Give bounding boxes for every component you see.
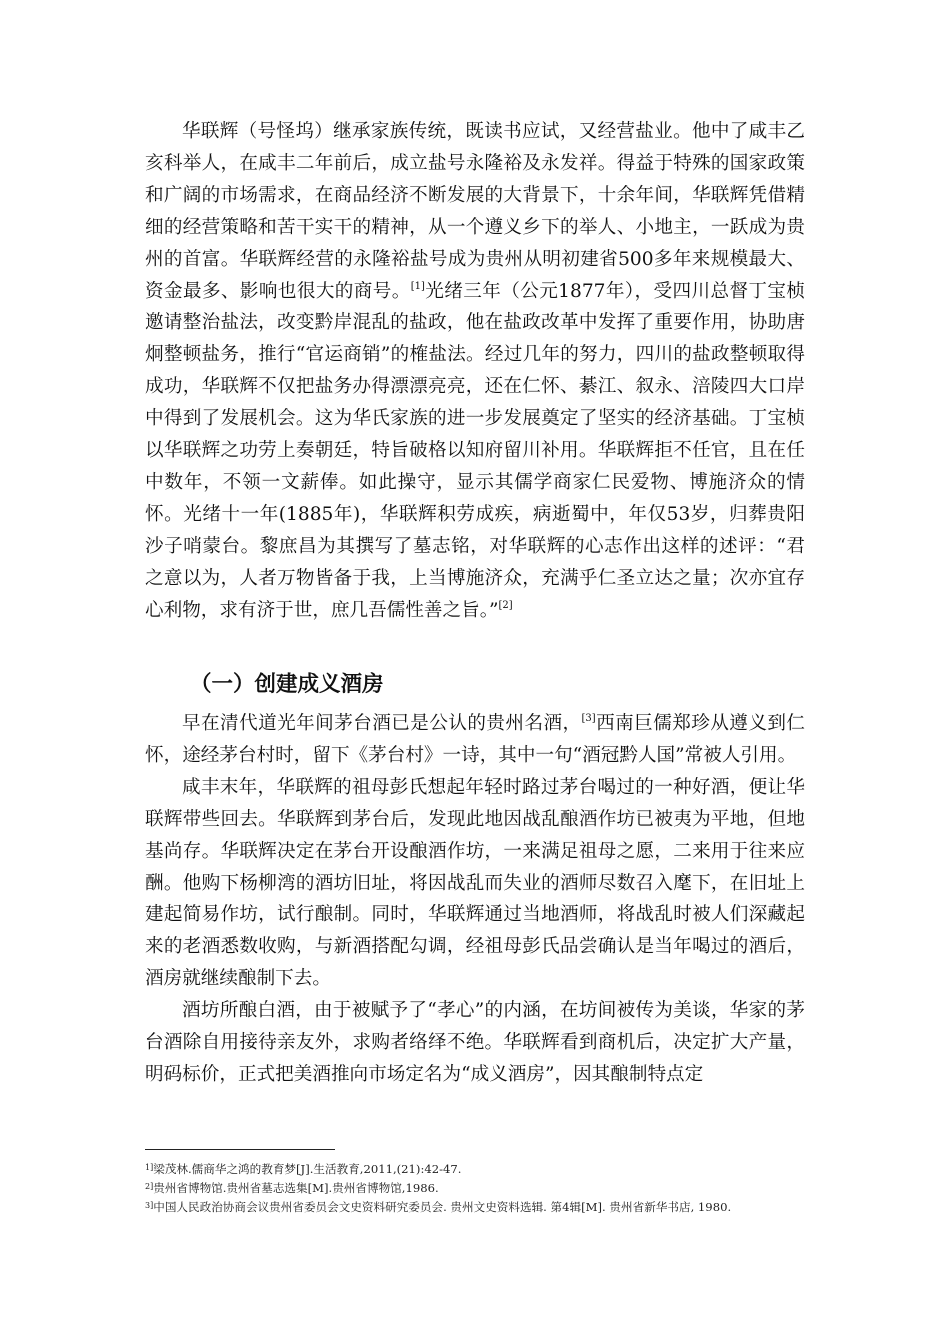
footnotes	[145, 1159, 805, 1217]
footnote-divider	[145, 1149, 335, 1150]
paragraph-chengyi-winery: 酒坊所酿白酒，由于被赋予了“孝心”的内涵，在坊间被传为美谈，华家的茅台酒除自用接待亲友外，求购者络绎不绝。华联辉看到商机后，决定扩大产量，明码标价，正式把美酒推向市场定名为“成义酒房”，因其酿制特点定	[145, 1000, 805, 1085]
paragraph-text: 早在清代道光年间茅台酒已是公认的贵州名酒，	[182, 713, 582, 734]
footnote-mark: 1]	[145, 1163, 154, 1172]
footnote-mark: 2]	[145, 1182, 154, 1192]
footnote-mark: 3]	[145, 1201, 154, 1211]
footnote-text: 中国人民政治协商会议贵州省委员会文史资料研究委员会. 贵州文史资料选辑. 第4辑[M]. 贵州省新华书店, 1980.	[153, 1200, 732, 1215]
citation-ref-1[interactable]: [1]	[410, 280, 425, 292]
citation-ref-3[interactable]: [3]	[581, 713, 596, 724]
paragraph-grandmother: 咸丰末年，华联辉的祖母彭氏想起年轻时路过茅台喝过的一种好酒，便让华联辉带些回去。华联辉到茅台后，发现此地因战乱酿酒作坊已被夷为平地，但地基尚存。华联辉决定在茅台开设酿酒作坊，一来满足祖母之愿，二来用于往来应酬。他购下杨柳湾的酒坊旧址，将因战乱而失业的酒师尽数召入麾下，在旧址上建起简易作坊，试行酿制。同时，华联辉通过当地酒师，将战乱时被人们深藏起来的老酒悉数收购，与新酒搭配勾调，经祖母彭氏品尝确认是当年喝过的酒后，酒房就继续酿制下去。	[145, 776, 805, 990]
paragraph-text: 西南巨儒郑珍从遵义到仁怀，途经茅台村时，留下《茅台村》一诗，其中一句“酒冠黔人国”常被人引用。	[145, 713, 805, 766]
paragraph-text: 光绪三年（公元1877年），受四川总督丁宝桢邀请整治盐法，改变黔岸混乱的盐政，他在盐政改革中发挥了重要作用，协助唐炯整顿盐务，推行“官运商销”的榷盐法。经过几年的努力，四川的盐政整顿取得成功，华联辉不仅把盐务办得漂漂亮亮，还在仁怀、綦江、叙永、涪陵四大口岸中得到了发展机会。这为华氏家族的进一步发展奠定了坚实的经济基础。丁宝桢以华联辉之功劳上奏朝廷，特旨破格以知府留川补用。华联辉拒不任官，且在任中数年，不领一文薪俸。如此操守，显示其儒学商家仁民爱物、博施济众的情怀。光绪十一年(1885年)，华联辉积劳成疾，病逝蜀中，年仅53岁，归葬贵阳沙子哨蒙台。黎庶昌为其撰写了墓志铭，对华联辉的心志作出这样的述评：“君之意以为，人者万物皆备于我，上当博施济众，充满乎仁圣立达之量；次亦宜存心利物，求有济于世，庶几吾儒性善之旨。”	[145, 280, 805, 621]
footnote-item	[145, 1178, 805, 1197]
footnote-item	[145, 1197, 805, 1216]
paragraph-text: 华联辉（号怪坞）继承家族传统，既读书应试，又经营盐业。他中了咸丰乙亥科举人，在咸丰二年前后，成立盐号永隆裕及永发祥。得益于特殊的国家政策和广阔的市场需求，在商品经济不断发展的大背景下，十余年间，华联辉凭借精细的经营策略和苦干实干的精神，从一个遵义乡下的举人、小地主，一跃成为贵州的首富。华联辉经营的永隆裕盐号成为贵州从明初建省500多年来规模最大、资金最多、影响也很大的商号。	[145, 121, 805, 302]
body-section-two	[145, 708, 805, 1091]
paragraph-maotai-fame	[145, 708, 805, 772]
footnote-text: 贵州省博物馆.贵州省墓志选集[M].贵州省博物馆,1986.	[153, 1181, 439, 1196]
body-section-one	[145, 116, 805, 627]
paragraph-hua-lianhui	[145, 116, 805, 627]
citation-ref-2[interactable]: [2]	[498, 599, 513, 611]
footnote-text: 梁茂林.儒商华之鸿的教育梦[J].生活教育,2011,(21):42-47.	[153, 1162, 462, 1176]
footnote-item	[145, 1159, 805, 1178]
section-heading: （一）创建成义酒房	[190, 672, 384, 697]
